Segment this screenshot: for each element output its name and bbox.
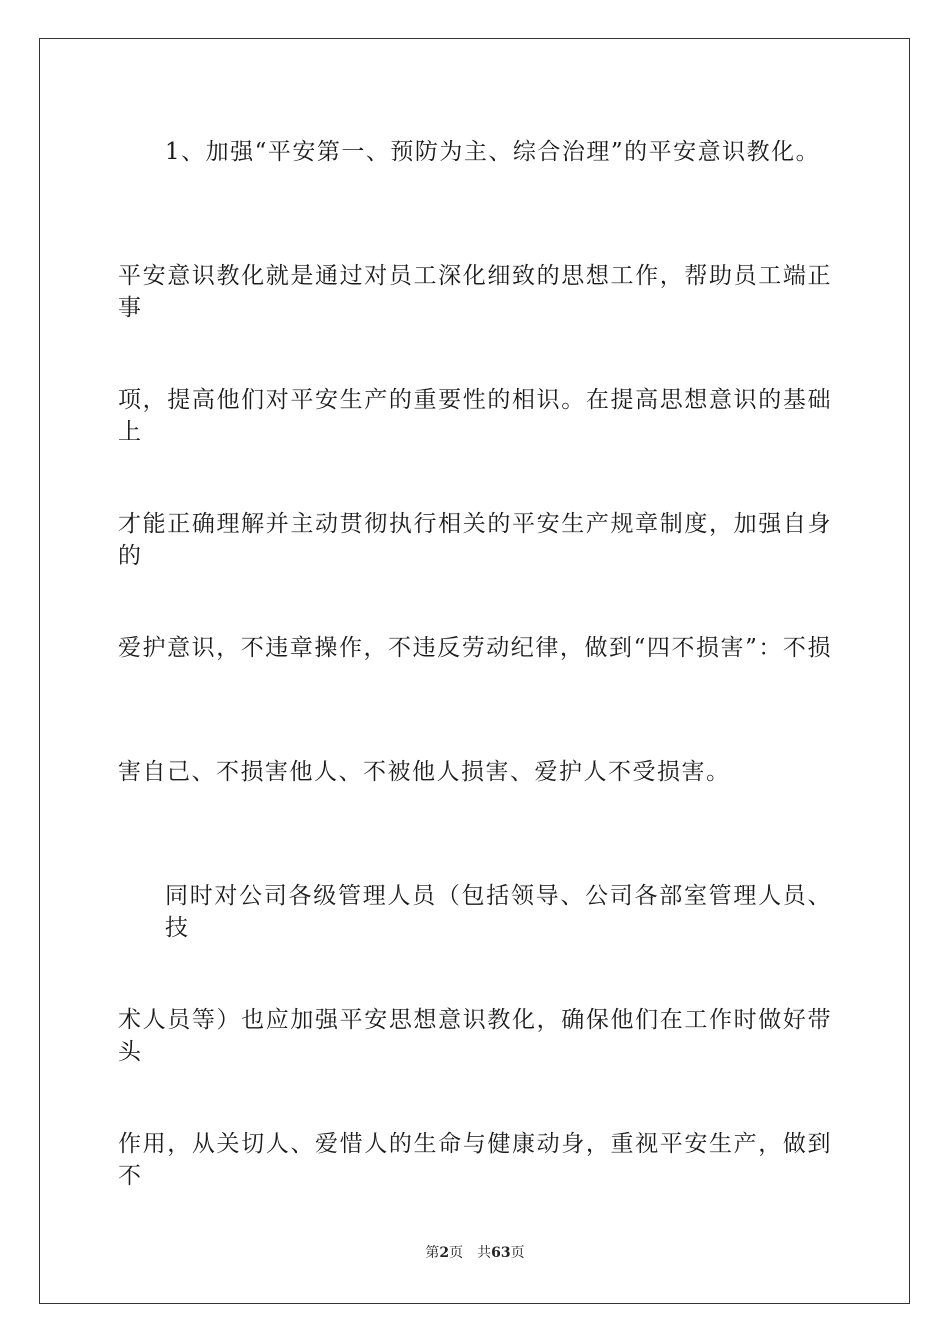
paragraph-1-line-4: 才能正确理解并主动贯彻执行相关的平安生产规章制度，加强自身的 [118,511,832,569]
paragraph-1-line-2: 平安意识教化就是通过对员工深化细致的思想工作，帮助员工端正事 [118,263,832,321]
total-suffix: 页 [510,1245,525,1261]
page-prefix: 第 [425,1245,440,1261]
paragraph-1-line-3: 项，提高他们对平安生产的重要性的相识。在提高思想意识的基础上 [118,387,832,445]
page-border [39,38,910,1304]
page-footer [0,1243,950,1263]
paragraph-1-line-6: 害自己、不损害他人、不被他人损害、爱护人不受损害。 [118,759,731,785]
paragraph-2-line-3: 作用，从关切人、爱惜人的生命与健康动身，重视平安生产，做到不 [118,1131,832,1189]
page-number: 2 [439,1245,450,1261]
total-prefix: 共 [477,1245,492,1261]
total-pages: 63 [491,1245,511,1261]
paragraph-1-line-1: 1、加强“平安第一、预防为主、综合治理”的平安意识教化。 [165,139,821,165]
paragraph-2-line-2: 术人员等）也应加强平安思想意识教化，确保他们在工作时做好带头 [118,1007,832,1065]
page-suffix: 页 [449,1245,464,1261]
paragraph-1-line-5: 爱护意识，不违章操作，不违反劳动纪律，做到“四不损害”：不损 [118,635,832,661]
paragraph-2-line-1: 同时对公司各级管理人员（包括领导、公司各部室管理人员、技 [165,883,832,941]
